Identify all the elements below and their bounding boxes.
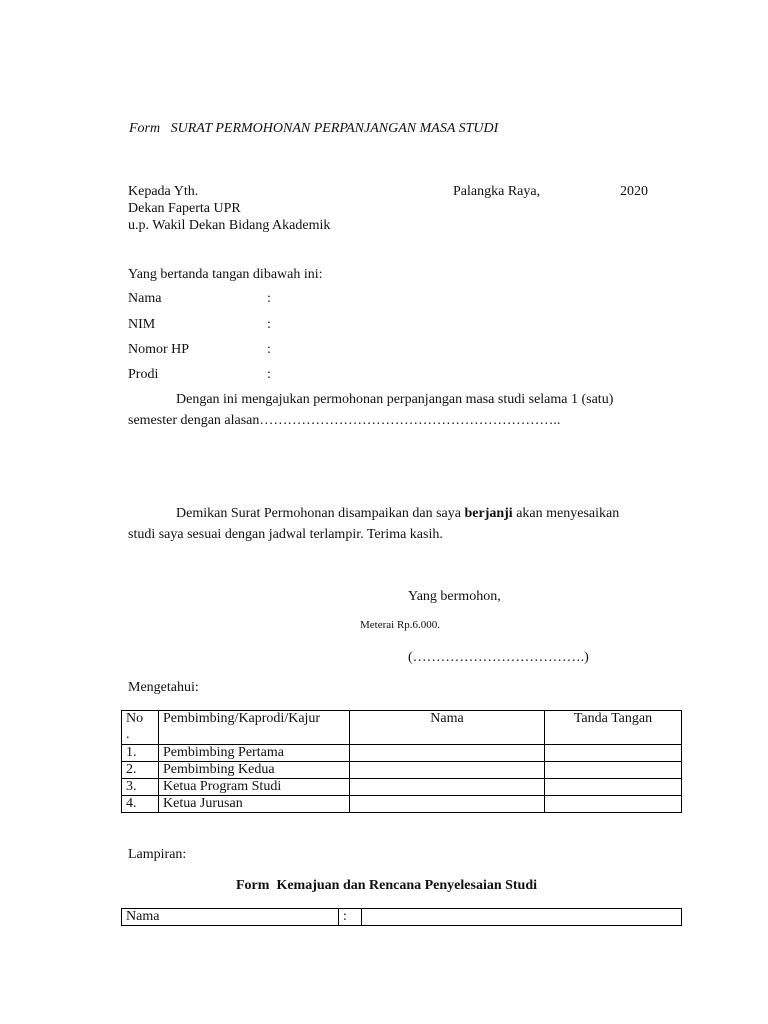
row-nama-cell[interactable]: [350, 745, 545, 762]
row-no: 3.: [122, 779, 159, 796]
paragraph-2-line-1: [176, 506, 619, 522]
paragraph-2-text-a: Demikan Surat Permohonan disampaikan dan saya: [176, 506, 465, 521]
letter-title: SURAT PERMOHONAN PERPANJANGAN MASA STUDI: [170, 121, 499, 136]
attachment-row-value[interactable]: [362, 909, 682, 926]
field-colon: :: [267, 342, 271, 357]
address-line-1: Kepada Yth.: [128, 184, 199, 199]
attachment-label: Lampiran:: [128, 847, 187, 862]
row-signature-cell[interactable]: [545, 779, 682, 796]
table-header-row: [122, 711, 682, 745]
row-nama-cell[interactable]: [350, 762, 545, 779]
stamp-text: Meterai Rp.6.000.: [360, 619, 441, 631]
paragraph-2-text-b: akan menyesaikan: [512, 506, 620, 521]
attachment-row-colon: :: [339, 909, 362, 926]
row-nama-cell[interactable]: [350, 796, 545, 813]
row-no: 2.: [122, 762, 159, 779]
place-label: Palangka Raya,: [453, 184, 541, 199]
header-nama: Nama: [350, 711, 545, 745]
closing-text: Yang bermohon,: [408, 589, 501, 604]
field-colon: :: [267, 367, 271, 382]
header-tanda-tangan: Tanda Tangan: [545, 711, 682, 745]
paragraph-1-line-1: Dengan ini mengajukan permohonan perpanjangan masa studi selama 1 (satu): [176, 392, 614, 407]
row-role: Pembimbing Kedua: [159, 762, 350, 779]
paragraph-1-line-2: semester dengan alasan………………………………………………………..: [128, 413, 561, 428]
row-role: Ketua Program Studi: [159, 779, 350, 796]
approval-table: [121, 710, 682, 813]
row-nama-cell[interactable]: [350, 779, 545, 796]
field-label-nama: Nama: [128, 291, 162, 306]
intro-text: Yang bertanda tangan dibawah ini:: [128, 267, 323, 282]
attachment-row-label: Nama: [122, 909, 339, 926]
address-line-2: Dekan Faperta UPR: [128, 201, 241, 216]
row-signature-cell[interactable]: [545, 745, 682, 762]
year-label: 2020: [620, 184, 648, 199]
table-row: [122, 796, 682, 813]
header-role: Pembimbing/Kaprodi/Kajur: [159, 711, 350, 745]
signature-name-line: (……………………………….): [408, 650, 589, 665]
row-role: Ketua Jurusan: [159, 796, 350, 813]
table-row: [122, 745, 682, 762]
form-word: Form: [129, 121, 161, 136]
paragraph-2-bold: berjanji: [464, 506, 513, 521]
field-colon: :: [267, 291, 271, 306]
header-no: No .: [122, 711, 159, 745]
attachment-title: [236, 878, 537, 894]
table-row: [122, 762, 682, 779]
field-label-nim: NIM: [128, 317, 156, 332]
field-label-prodi: Prodi: [128, 367, 159, 382]
row-signature-cell[interactable]: [545, 762, 682, 779]
form-title: [129, 121, 498, 137]
row-signature-cell[interactable]: [545, 796, 682, 813]
row-no: 1.: [122, 745, 159, 762]
attachment-form-word: Form: [236, 878, 270, 893]
row-no: 4.: [122, 796, 159, 813]
table-row: [122, 779, 682, 796]
field-label-nomor-hp: Nomor HP: [128, 342, 190, 357]
table-row: [122, 909, 682, 926]
address-line-3: u.p. Wakil Dekan Bidang Akademik: [128, 218, 331, 233]
paragraph-2-line-2: studi saya sesuai dengan jadwal terlampir. Terima kasih.: [128, 527, 443, 542]
row-role: Pembimbing Pertama: [159, 745, 350, 762]
attachment-title-text: Kemajuan dan Rencana Penyelesaian Studi: [276, 878, 538, 893]
attachment-table: [121, 908, 682, 926]
approval-label: Mengetahui:: [128, 680, 199, 695]
field-colon: :: [267, 317, 271, 332]
